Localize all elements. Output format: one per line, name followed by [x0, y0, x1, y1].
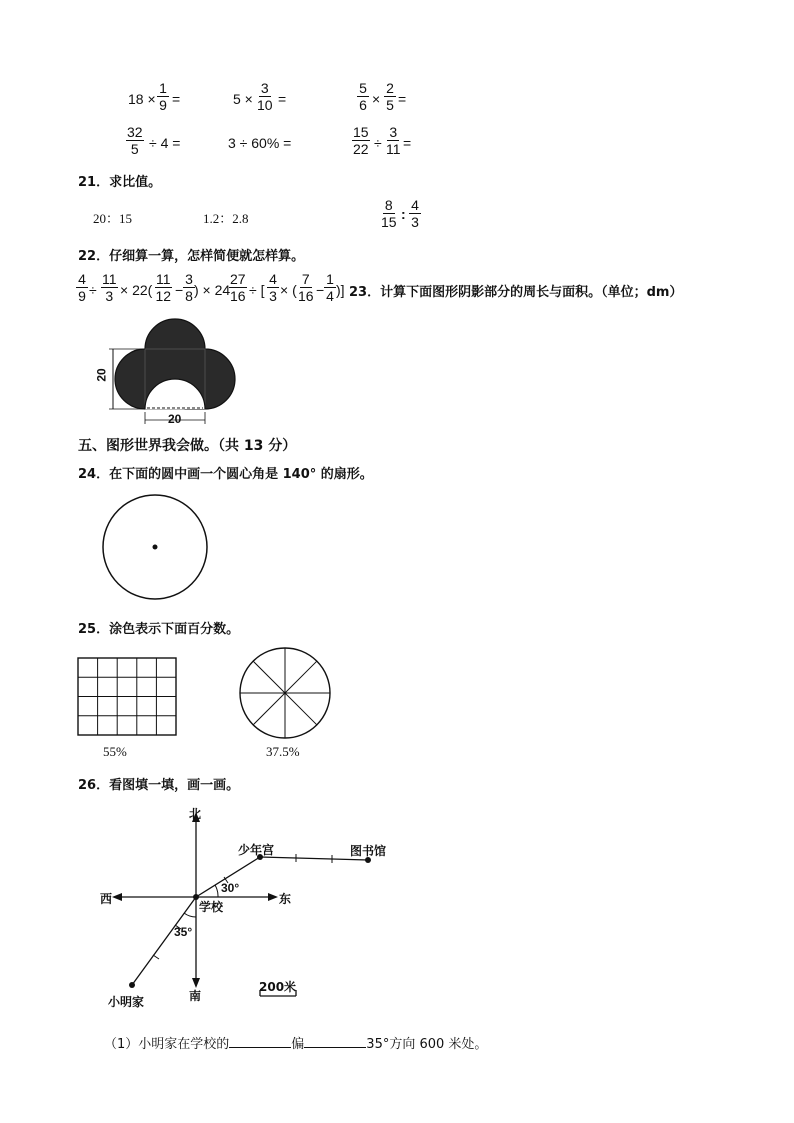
angle-arc-south	[184, 913, 196, 917]
calc-text: −	[175, 282, 184, 298]
q24-circle	[100, 494, 210, 604]
section-title: 五、图形世界我会做。（共 13 分）	[78, 438, 297, 454]
ratio-colon: :	[401, 206, 406, 222]
fraction	[157, 80, 169, 113]
denominator: 8	[185, 288, 193, 304]
fraction	[384, 80, 396, 113]
calc-text: ÷	[89, 282, 97, 298]
q26-1-prefix: （1）小明家在学校的	[104, 1037, 230, 1052]
label-home: 小明家	[108, 995, 145, 1009]
calc-text: ÷ [	[249, 282, 265, 298]
denominator: 6	[359, 97, 367, 113]
calc-text: =	[278, 91, 287, 107]
q26-map	[100, 800, 400, 1010]
fraction	[155, 271, 172, 304]
numerator: 3	[183, 271, 195, 288]
fraction	[352, 124, 370, 157]
fraction	[409, 197, 421, 230]
calc-text: =	[403, 135, 412, 151]
numerator: 7	[300, 271, 312, 288]
answer-blank-direction-2[interactable]	[304, 1035, 366, 1048]
label-angle-east: 30°	[221, 881, 240, 895]
fraction	[381, 197, 397, 230]
route-tick	[153, 955, 159, 959]
numerator: 5	[357, 80, 369, 97]
fraction	[101, 271, 118, 304]
label-south: 南	[189, 989, 202, 1003]
calc-text: =	[398, 91, 407, 107]
route-home	[132, 897, 196, 985]
calc-text: ÷	[374, 135, 382, 151]
calc-text: ÷ 4 =	[149, 135, 181, 151]
q26-title: 26．看图填一填，画一画。	[78, 778, 240, 793]
q21-ratio-a: 20：15	[93, 211, 133, 226]
denominator: 3	[105, 288, 114, 304]
calc-text: ) × 24	[194, 282, 231, 298]
denominator: 5	[130, 141, 139, 157]
label-angle-south: 35°	[174, 925, 193, 939]
numerator: 1	[157, 80, 169, 97]
label-school: 学校	[199, 900, 224, 914]
q26-1-mid: 偏	[291, 1037, 305, 1052]
calc-text: =	[172, 91, 181, 107]
q25-pie	[239, 647, 331, 739]
numerator: 15	[353, 124, 369, 140]
fraction	[357, 80, 369, 113]
denominator: 9	[159, 97, 167, 113]
calc-text: ×	[372, 91, 381, 107]
denominator: 15	[381, 214, 397, 230]
numerator: 11	[156, 271, 171, 287]
denominator: 4	[326, 288, 334, 304]
fraction	[386, 124, 401, 157]
q25-grid	[77, 657, 179, 737]
denominator: 22	[353, 141, 369, 157]
q25-pie-label: 37.5%	[266, 744, 300, 759]
numerator: 2	[384, 80, 396, 97]
q26-1-sentence	[104, 1033, 487, 1052]
fraction	[229, 271, 247, 304]
q23-dimension-horizontal: 20	[168, 412, 182, 426]
label-library: 图书馆	[350, 844, 387, 858]
numerator: 11	[102, 271, 117, 287]
denominator: 16	[230, 288, 246, 304]
home-point	[129, 982, 135, 988]
numerator: 4	[267, 271, 279, 288]
q22-title: 22．仔细算一算，怎样简便就怎样算。	[78, 249, 305, 264]
denominator: 3	[411, 214, 419, 230]
numerator: 4	[409, 197, 421, 214]
q24-title: 24．在下面的圆中画一个圆心角是 140° 的扇形。	[78, 467, 373, 482]
calc-text: )]	[336, 282, 345, 298]
numerator: 3	[259, 80, 271, 97]
denominator: 3	[269, 288, 277, 304]
numerator: 4	[76, 271, 88, 288]
calc-text: × (	[280, 282, 297, 298]
fraction	[298, 271, 314, 304]
numerator: 8	[383, 197, 395, 214]
q21-title: 21．求比值。	[78, 175, 162, 190]
east-arrow	[268, 893, 278, 901]
denominator: 11	[386, 141, 401, 157]
numerator: 32	[127, 124, 143, 140]
answer-blank-direction-1[interactable]	[229, 1035, 291, 1048]
q23-title: 23．计算下面图形阴影部分的周长与面积。（单位；dm）	[349, 285, 683, 300]
calc-text: 18 ×	[128, 91, 156, 107]
calc-text: × 22(	[120, 282, 153, 298]
label-scale: 200米	[259, 980, 297, 994]
denominator: 9	[78, 288, 86, 304]
numerator: 3	[387, 124, 399, 141]
q25-title: 25．涂色表示下面百分数。	[78, 622, 240, 637]
label-north: 北	[189, 807, 202, 821]
calc-r2c2: 3 ÷ 60% =	[228, 135, 292, 151]
fraction	[267, 271, 279, 304]
fraction	[76, 271, 88, 304]
west-arrow	[112, 893, 122, 901]
circle-center	[153, 545, 158, 550]
q26-1-suffix: 35°方向 600 米处。	[366, 1037, 488, 1052]
denominator: 16	[298, 288, 314, 304]
fraction	[257, 80, 273, 113]
label-youth-palace: 少年宫	[238, 843, 275, 857]
q21-ratio-b: 1.2：2.8	[203, 211, 249, 226]
calc-text: −	[316, 282, 325, 298]
fraction	[324, 271, 336, 304]
denominator: 5	[386, 97, 394, 113]
denominator: 10	[257, 97, 273, 113]
denominator: 12	[155, 288, 172, 304]
numerator: 1	[324, 271, 336, 288]
fraction	[126, 124, 144, 157]
angle-arc-east	[215, 885, 218, 897]
label-west: 西	[100, 892, 113, 906]
calc-text: 5 ×	[233, 91, 253, 107]
numerator: 27	[230, 271, 246, 287]
label-east: 东	[279, 892, 292, 906]
q23-dimension-vertical: 20	[94, 368, 109, 382]
q25-grid-label: 55%	[103, 744, 127, 759]
